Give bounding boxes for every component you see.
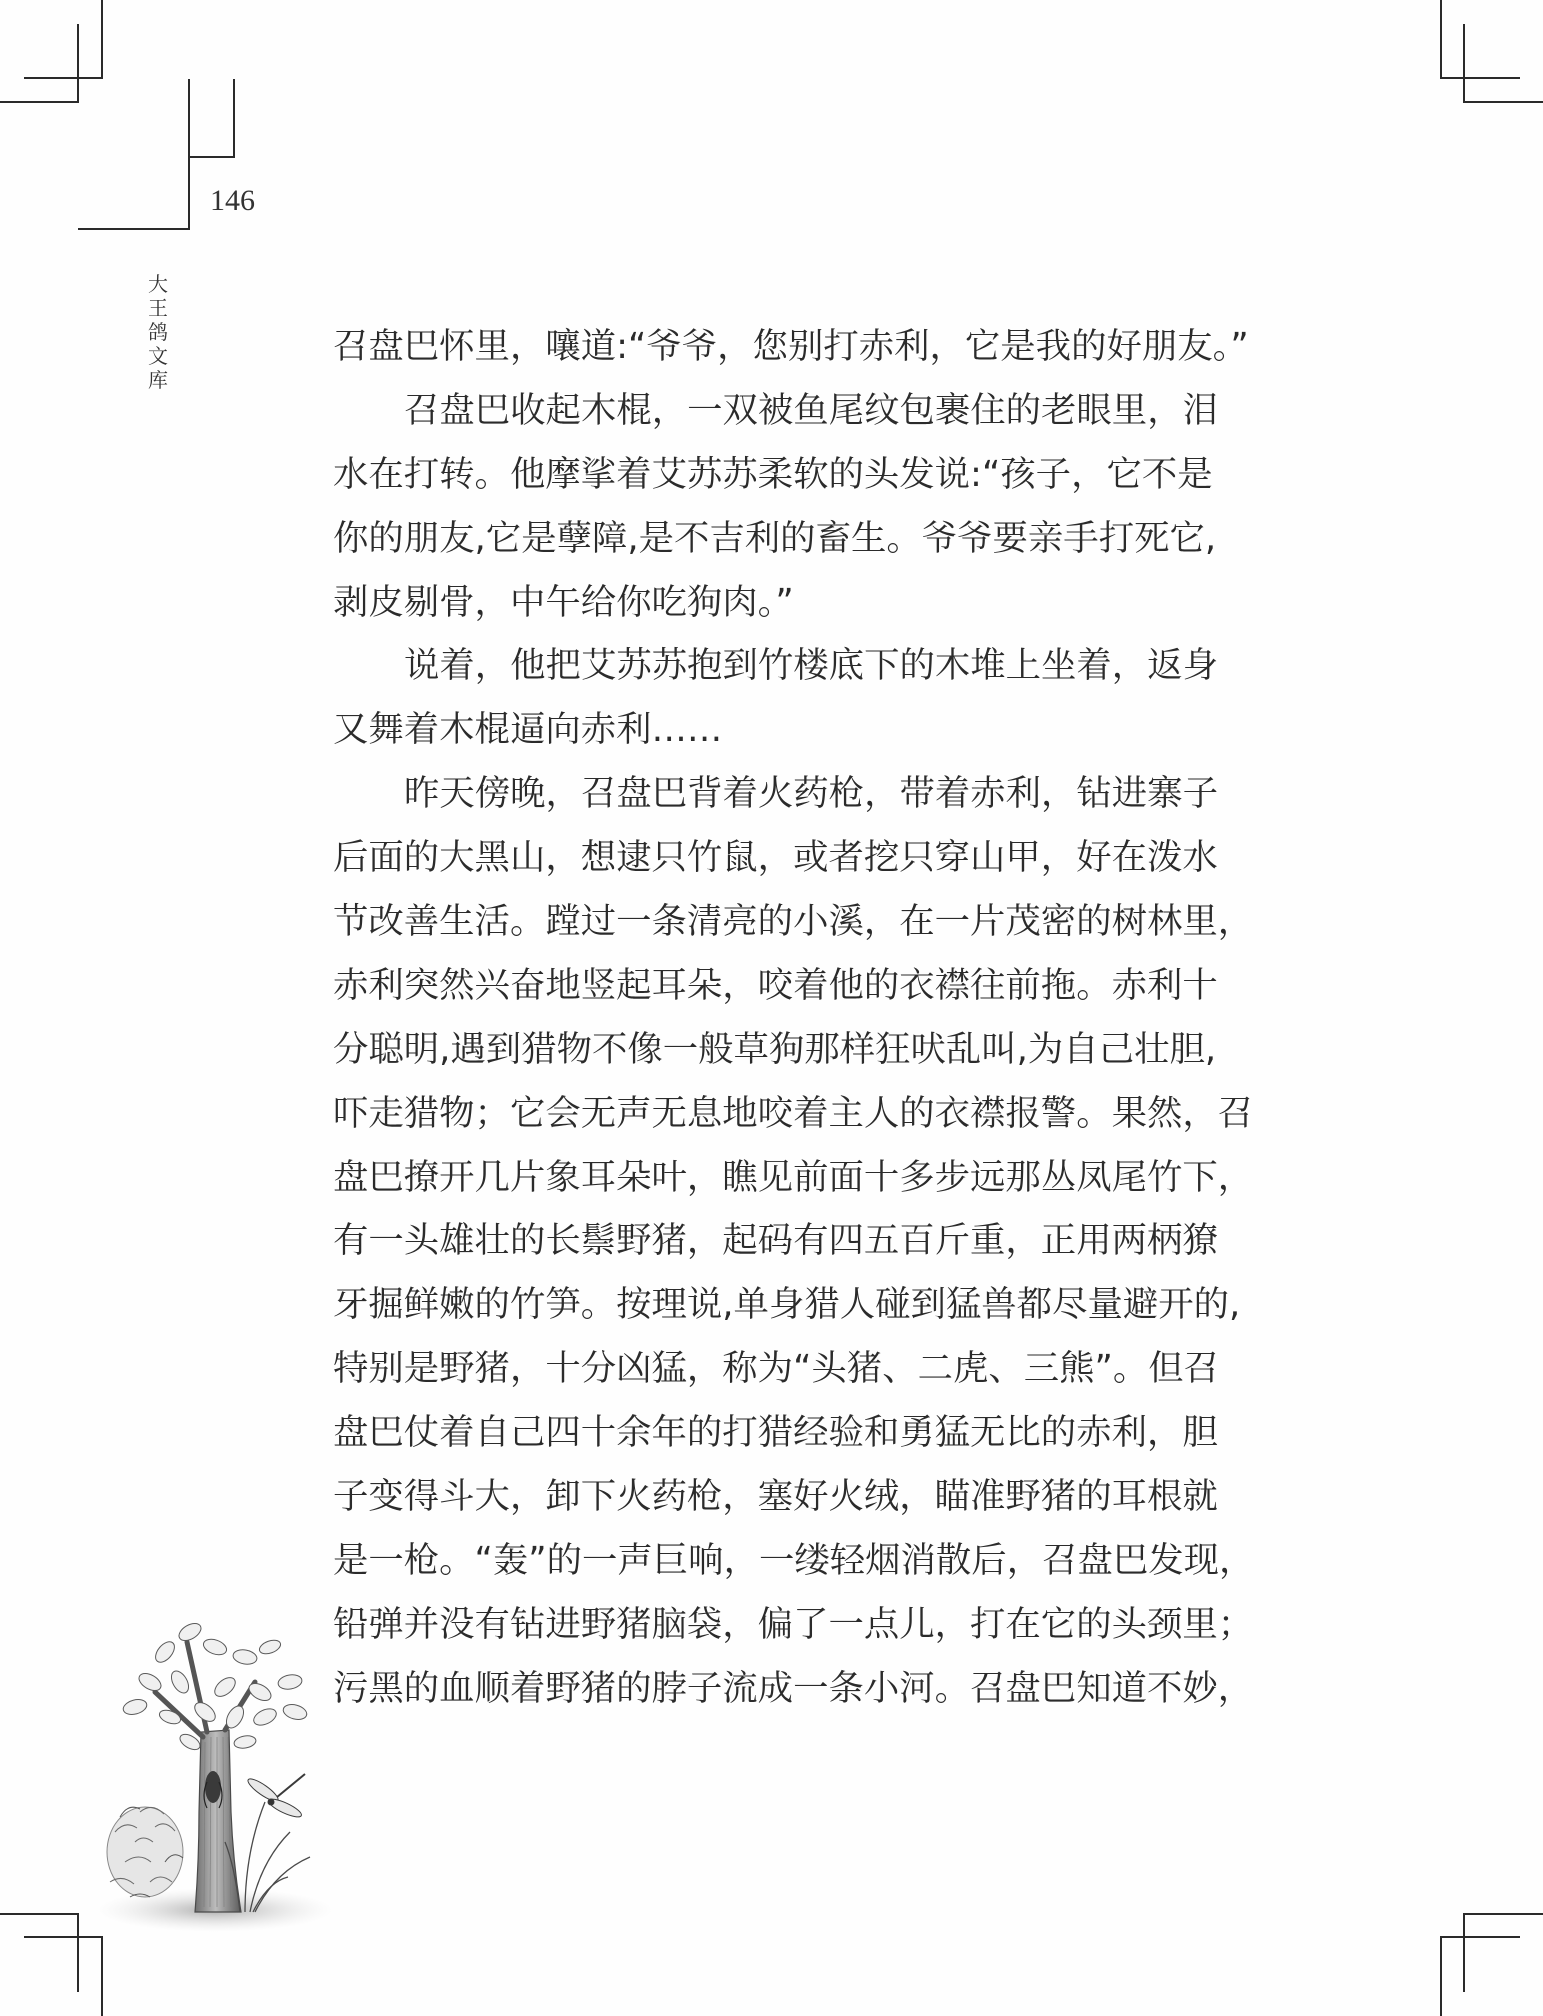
trunk-shape bbox=[195, 1730, 241, 1912]
text-line: 你的朋友,它是孽障,是不吉利的畜生。爷爷要亲手打死它, bbox=[333, 517, 1217, 559]
page-number-bracket bbox=[188, 156, 235, 158]
text-line: 盘巴撩开几片象耳朵叶，瞧见前面十多步远那丛凤尾竹下， bbox=[333, 1156, 1254, 1198]
text-line: 说着，他把艾苏苏抱到竹楼底下的木堆上坐着，返身 bbox=[404, 645, 1218, 687]
text-line: 赤利突然兴奋地竖起耳朵，咬着他的衣襟往前拖。赤利十 bbox=[333, 964, 1218, 1006]
text-line: 污黑的血顺着野猪的脖子流成一条小河。召盘巴知道不妙， bbox=[333, 1667, 1254, 1709]
text-line: 特别是野猪，十分凶猛，称为“头猪、二虎、三熊”。但召 bbox=[333, 1348, 1220, 1390]
text-line: 是一枪。“轰”的一声巨响，一缕轻烟消散后，召盘巴发现， bbox=[333, 1539, 1255, 1581]
dragonfly-icon bbox=[245, 1774, 305, 1820]
page-number-bracket bbox=[78, 228, 190, 230]
crop-mark bbox=[1440, 0, 1442, 79]
bush-icon bbox=[107, 1807, 183, 1897]
text-line: 子变得斗大，卸下火药枪，塞好火绒，瞄准野猪的耳根就 bbox=[333, 1476, 1218, 1518]
crop-mark bbox=[101, 1936, 103, 2016]
text-line: 分聪明,遇到猎物不像一般草狗那样狂吠乱叫,为自己壮胆, bbox=[333, 1028, 1217, 1070]
text-line: 盘巴仗着自己四十余年的打猎经验和勇猛无比的赤利，胆 bbox=[333, 1412, 1218, 1454]
crop-mark bbox=[77, 1913, 79, 1992]
text-line: 牙掘鲜嫩的竹笋。按理说,单身猎人碰到猛兽都尽量避开的, bbox=[333, 1284, 1241, 1326]
text-line: 召盘巴怀里，嚷道:“爷爷，您别打赤利，它是我的好朋友。” bbox=[333, 326, 1249, 367]
text-line: 水在打转。他摩挲着艾苏苏柔软的头发说:“孩子，它不是 bbox=[333, 453, 1213, 495]
crop-mark bbox=[1440, 1936, 1442, 2016]
text-line: 又舞着木棍逼向赤利…… bbox=[333, 709, 723, 751]
crop-mark bbox=[0, 1913, 79, 1915]
crop-mark bbox=[1463, 101, 1543, 103]
body-text bbox=[333, 315, 1255, 1721]
text-line: 铅弹并没有钻进野猪脑袋，偏了一点儿，打在它的头颈里； bbox=[333, 1603, 1254, 1645]
page-number-bracket bbox=[233, 79, 235, 158]
text-line: 后面的大黑山，想逮只竹鼠，或者挖只穿山甲，好在泼水 bbox=[333, 837, 1218, 879]
text-line: 召盘巴收起木棍，一双被鱼尾纹包裹住的老眼里，泪 bbox=[404, 389, 1218, 431]
text-line: 剥皮剔骨，中午给你吃狗肉。” bbox=[333, 581, 794, 623]
page-number: 146 bbox=[210, 184, 255, 217]
crop-mark bbox=[1463, 1913, 1543, 1915]
crop-mark bbox=[0, 101, 79, 103]
text-line: 节改善生活。蹚过一条清亮的小溪，在一片茂密的树林里， bbox=[333, 901, 1254, 943]
crop-mark bbox=[101, 0, 103, 79]
page-number-bracket bbox=[188, 79, 190, 230]
crop-mark bbox=[1463, 24, 1465, 103]
crop-mark bbox=[1440, 77, 1520, 79]
crop-mark bbox=[1440, 1936, 1520, 1938]
tree-illustration bbox=[95, 1612, 335, 1932]
crop-mark bbox=[77, 24, 79, 103]
text-line: 有一头雄壮的长鬃野猪，起码有四五百斤重，正用两柄獠 bbox=[333, 1220, 1218, 1262]
crop-mark bbox=[24, 77, 103, 79]
text-line: 昨天傍晚，召盘巴背着火药枪，带着赤利，钻进寨子 bbox=[404, 773, 1218, 815]
crop-mark bbox=[1463, 1913, 1465, 1992]
series-title-vertical: 大王鸽文库 bbox=[148, 272, 168, 392]
crop-mark bbox=[24, 1936, 103, 1938]
text-line: 吓走猎物；它会无声无息地咬着主人的衣襟报警。果然，召 bbox=[333, 1092, 1254, 1134]
